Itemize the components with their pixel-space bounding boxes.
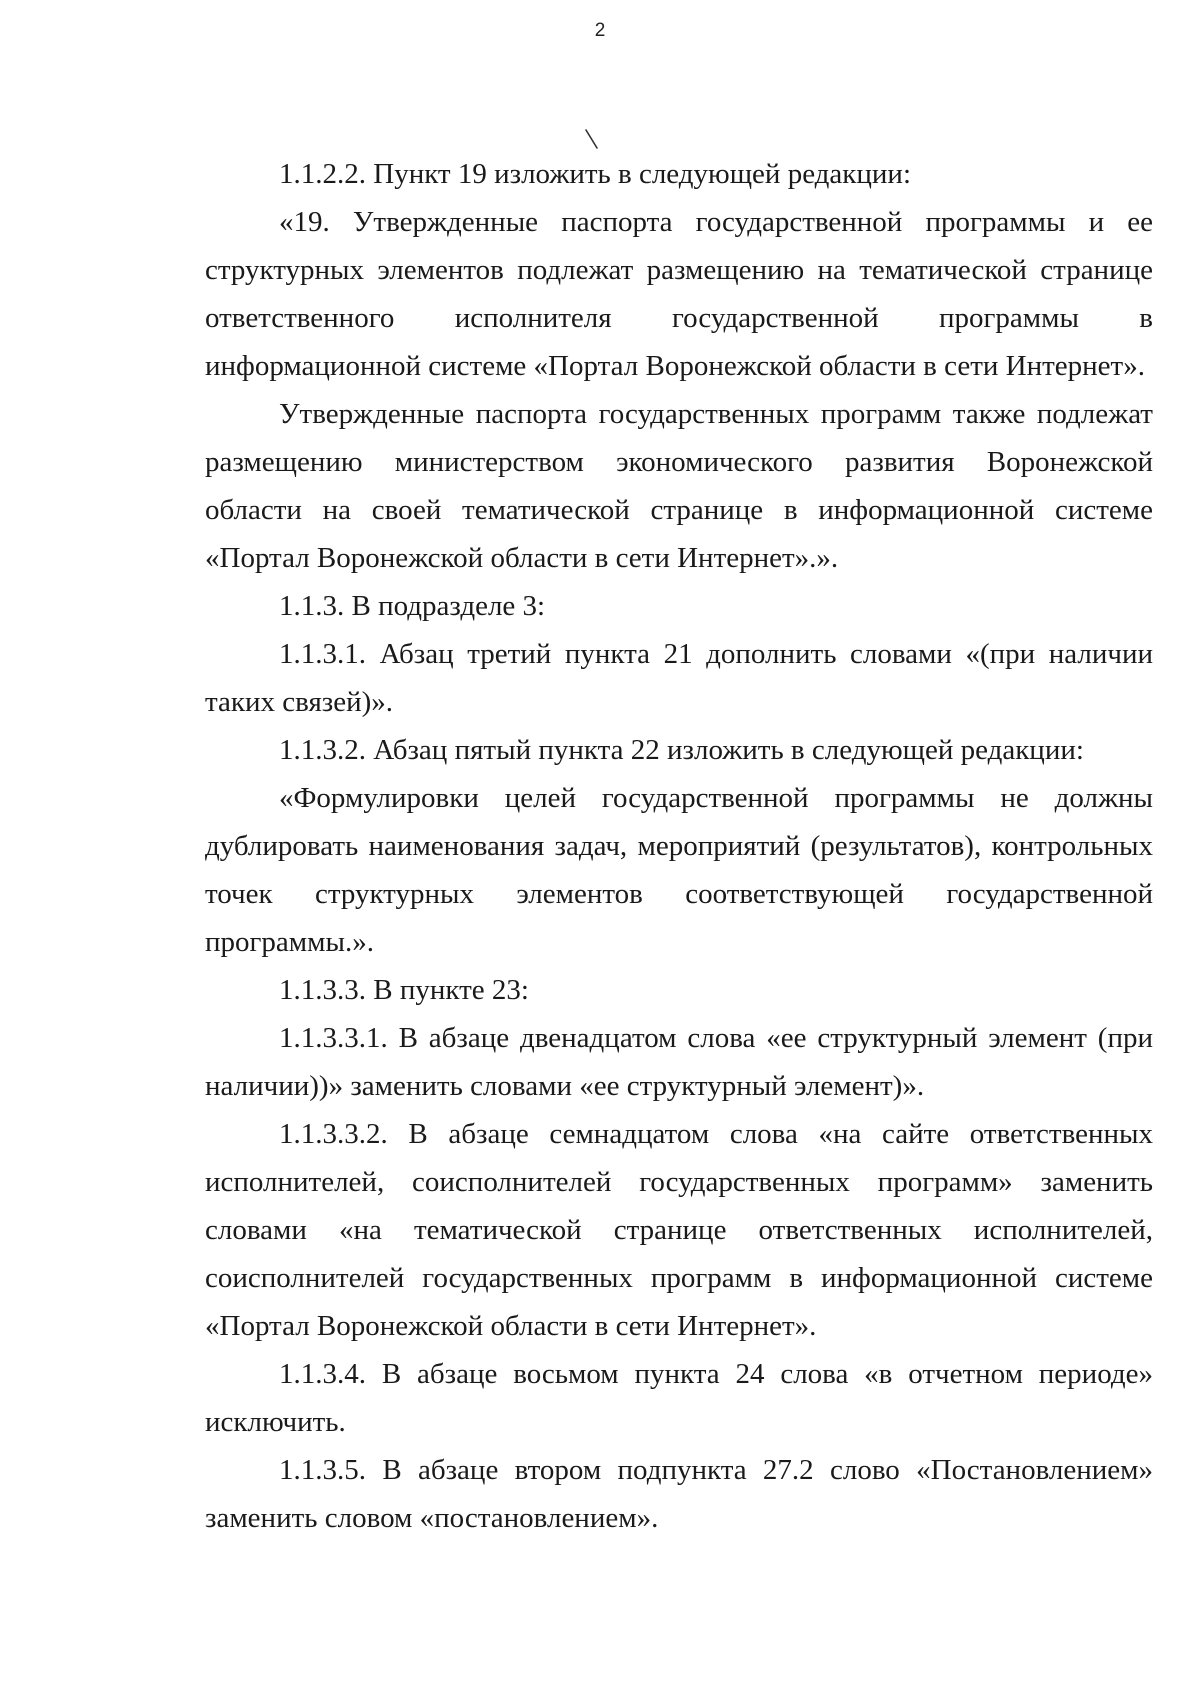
page-number: 2 bbox=[594, 20, 606, 41]
paragraph-quoted-goals: «Формулировки целей государственной программы не должны дублировать наименования задач, мероприятий (результатов), контрольных точек структурных элементов соответствующей государственной программы.». bbox=[205, 782, 1153, 958]
paragraph-1-1-3-2: 1.1.3.2. Абзац пятый пункта 22 изложить в следующей редакции: bbox=[279, 734, 1084, 766]
paragraph-quoted-19: «19. Утвержденные паспорта государственной программы и ее структурных элементов подлежат размещению на тематической странице ответственного исполнителя государственной программы в информационной системе «Портал Воронежской области в сети Интернет». bbox=[205, 206, 1153, 382]
paragraph-1-1-3: 1.1.3. В подразделе 3: bbox=[279, 590, 546, 622]
pen-mark bbox=[584, 128, 600, 152]
paragraph-1-1-3-3-2: 1.1.3.3.2. В абзаце семнадцатом слова «на сайте ответственных исполнителей, соисполнителей государственных программ» заменить словами «на тематической странице ответственных исполнителей, соисполнителей государственных программ в информационной системе «Портал Воронежской области в сети Интернет». bbox=[205, 1118, 1153, 1342]
paragraph-1-1-3-5: 1.1.3.5. В абзаце втором подпункта 27.2 слово «Постановлением» заменить словом «постановлением». bbox=[205, 1454, 1153, 1534]
paragraph-1-1-3-4: 1.1.3.4. В абзаце восьмом пункта 24 слова «в отчетном периоде» исключить. bbox=[205, 1358, 1153, 1438]
paragraph-1-1-2-2: 1.1.2.2. Пункт 19 изложить в следующей редакции: bbox=[279, 158, 912, 190]
document-body bbox=[205, 150, 1153, 1542]
paragraph-1-1-3-1: 1.1.3.1. Абзац третий пункта 21 дополнить словами «(при наличии таких связей)». bbox=[205, 638, 1153, 718]
paragraph-passports-placement: Утвержденные паспорта государственных программ также подлежат размещению министерством экономического развития Воронежской области на своей тематической странице в информационной системе «Портал Воронежской области в сети Интернет».». bbox=[205, 398, 1153, 574]
paragraph-1-1-3-3: 1.1.3.3. В пункте 23: bbox=[279, 974, 529, 1006]
paragraph-1-1-3-3-1: 1.1.3.3.1. В абзаце двенадцатом слова «ее структурный элемент (при наличии))» заменить словами «ее структурный элемент)». bbox=[205, 1022, 1153, 1102]
